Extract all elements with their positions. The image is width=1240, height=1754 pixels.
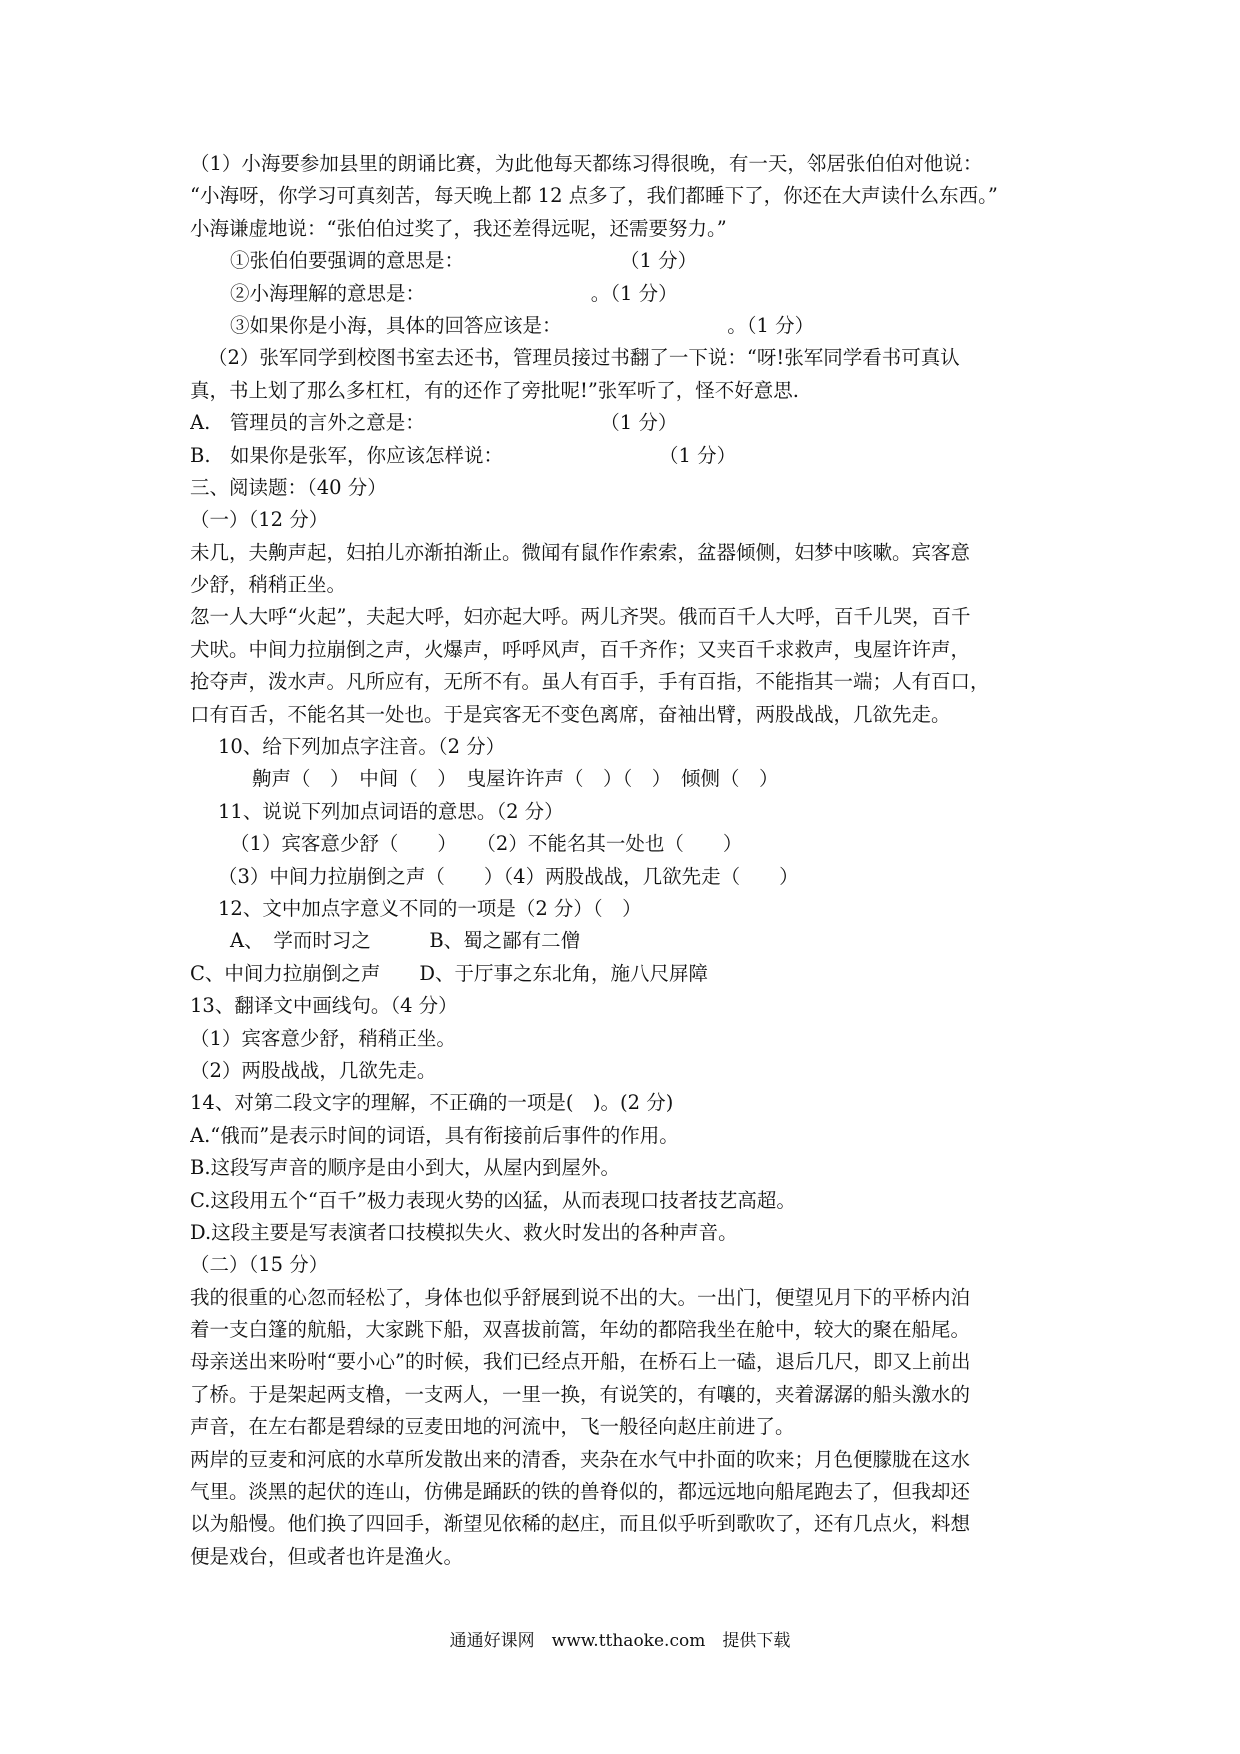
question-line: D.这段主要是写表演者口技模拟失火、救火时发出的各种声音。 (190, 1220, 738, 1244)
text-line: B. 如果你是张军，你应该怎样说： （1 分） (190, 443, 737, 467)
passage-line: 口有百舌，不能名其一处也。于是宾客无不变色离席，奋袖出臂，两股战战，几欲先走。 (190, 702, 951, 726)
passage-line: 母亲送出来吩咐“要小心”的时候，我们已经点开船，在桥石上一磕，退后几尺，即又上前出 (190, 1350, 971, 1374)
text-line: （1）小海要参加县里的朗诵比赛，为此他每天都练习得很晚，有一天，邻居张伯伯对他说： (190, 152, 983, 175)
passage-line: 以为船慢。他们换了四回手，渐望见依稀的赵庄，而且似乎听到歌吹了，还有几点火，料想 (190, 1512, 971, 1536)
text-line: “小海呀，你学习可真刻苦，每天晚上都 12 点多了，我们都睡下了，你还在大声读什么东西。” (190, 184, 998, 208)
question-line: 14、对第二段文字的理解，不正确的一项是( )。(2 分) (190, 1091, 674, 1115)
question-line: 12、文中加点字意义不同的一项是（2 分）（ ） (218, 896, 642, 920)
question-line: B.这段写声音的顺序是由小到大，从屋内到屋外。 (190, 1156, 621, 1180)
passage-line: 便是戏台，但或者也许是渔火。 (190, 1544, 464, 1568)
passage-line: 声音，在左右都是碧绿的豆麦田地的河流中，飞一般径向赵庄前进了。 (190, 1415, 795, 1439)
question-line: C、中间力拉崩倒之声 D、于厅事之东北角，施八尺屏障 (190, 961, 709, 985)
text-line: （2）张军同学到校图书室去还书，管理员接过书翻了一下说：“呀!张军同学看书可真认 (208, 346, 960, 370)
passage-line: 我的很重的心忽而轻松了，身体也似乎舒展到说不出的大。一出门，便望见月下的平桥内泊 (190, 1285, 971, 1309)
exam-page (190, 148, 1060, 1573)
passage-line: 忽一人大呼“火起”，夫起大呼，妇亦起大呼。两儿齐哭。俄而百千人大呼，百千儿哭，百千 (190, 605, 971, 629)
text-line: 小海谦虚地说：“张伯伯过奖了，我还差得远呢，还需要努力。” (190, 216, 727, 240)
question-line: A、 学而时习之 B、蜀之鄙有二僧 (230, 929, 581, 953)
text-line: A. 管理员的言外之意是： （1 分） (190, 411, 678, 435)
text-line: ②小海理解的意思是： 。（1 分） (230, 281, 678, 305)
text-line: ①张伯伯要强调的意思是： （1 分） (230, 249, 698, 273)
page-footer: 通通好课网 www.tthaoke.com 提供下载 (449, 1631, 791, 1651)
question-line: A.“俄而”是表示时间的词语，具有衔接前后事件的作用。 (190, 1123, 679, 1147)
text-line: ③如果你是小海，具体的回答应该是： 。（1 分） (230, 313, 815, 337)
question-line: 11、说说下列加点词语的意思。（2 分） (218, 799, 564, 823)
passage-line: 抢夺声，泼水声。凡所应有，无所不有。虽人有百手，手有百指，不能指其一端；人有百口， (190, 670, 990, 694)
question-line: 10、给下列加点字注音。（2 分） (218, 735, 506, 759)
question-line: （3）中间力拉崩倒之声（ ）（4）两股战战，几欲先走（ ） (218, 864, 799, 888)
question-line: 齁声（ ） 中间（ ） 曳屋许许声（ ）（ ） 倾侧（ ） (252, 767, 779, 791)
section-heading: （一）（12 分） (190, 508, 329, 532)
section-heading: 三、阅读题：（40 分） (190, 475, 387, 499)
text-line: 真，书上划了那么多杠杠，有的还作了旁批呢!”张军听了，怪不好意思. (190, 378, 800, 402)
passage-line: 气里。淡黑的起伏的连山，仿佛是踊跃的铁的兽脊似的，都远远地向船尾跑去了，但我却还 (190, 1480, 971, 1504)
question-line: （1）宾客意少舒，稍稍正坐。 (190, 1026, 456, 1050)
passage-line: 犬吠。中间力拉崩倒之声，火爆声，呼呼风声，百千齐作；又夹百千求救声，曳屋许许声， (190, 637, 971, 661)
passage-line: 了桥。于是架起两支橹，一支两人，一里一换，有说笑的，有嚷的，夹着潺潺的船头激水的 (190, 1382, 971, 1406)
passage-line: 少舒，稍稍正坐。 (190, 573, 347, 597)
question-line: （2）两股战战，几欲先走。 (190, 1058, 437, 1082)
question-line: （1）宾客意少舒（ ） （2）不能名其一处也（ ） (230, 832, 743, 856)
section-heading: （二）（15 分） (190, 1253, 329, 1277)
question-line: C.这段用五个“百千”极力表现火势的凶猛，从而表现口技者技艺高超。 (190, 1188, 796, 1212)
passage-line: 着一支白篷的航船，大家跳下船，双喜拔前篙，年幼的都陪我坐在舱中，较大的聚在船尾。 (190, 1318, 971, 1342)
passage-line: 两岸的豆麦和河底的水草所发散出来的清香，夹杂在水气中扑面的吹来；月色便朦胧在这水 (190, 1447, 971, 1471)
passage-line: 未几，夫齁声起，妇拍儿亦渐拍渐止。微闻有鼠作作索索，盆器倾侧，妇梦中咳嗽。宾客意 (190, 540, 971, 564)
question-line: 13、翻译文中画线句。（4 分） (190, 994, 458, 1018)
